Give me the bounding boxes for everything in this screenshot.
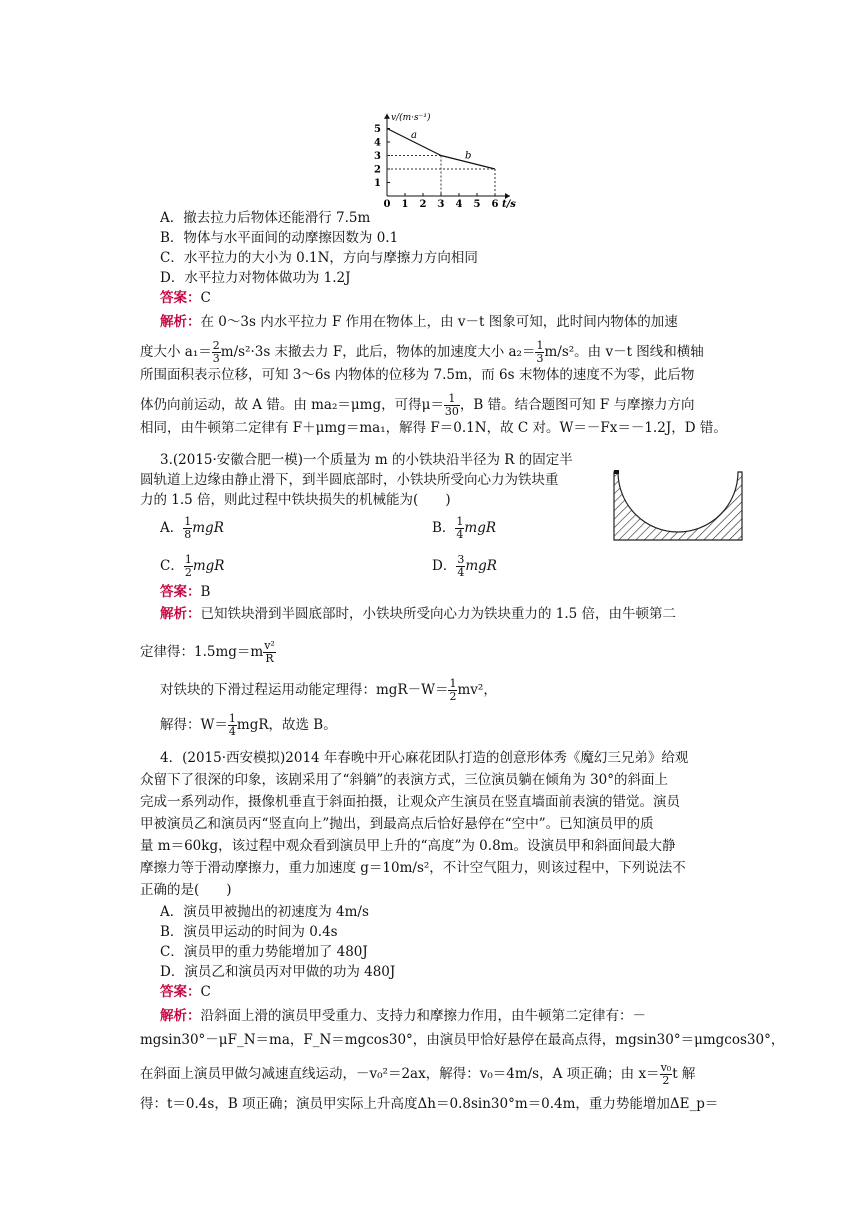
q4-option-c: C．演员甲的重力势能增加了 480J (160, 944, 368, 960)
numerator: 1 (444, 393, 460, 406)
text: m/s²。由 v－t 图线和横轴 (544, 344, 704, 360)
q3-option-d (432, 554, 497, 579)
text: 度大小 a₁＝ (140, 344, 212, 360)
q2-analysis-line-1 (160, 312, 678, 332)
q4-analysis-line-4: 得：t＝0.4s，B 项正确；演员甲实际上升高度Δh＝0.8sin30°m＝0.4m，重力势能增加ΔE_p＝ (140, 1096, 719, 1112)
q4-option-a: A．演员甲被抛出的初速度为 4m/s (160, 904, 369, 920)
denominator: 30 (444, 405, 459, 418)
q4-stem-2: 众留下了很深的印象，该剧采用了“斜躺”的表演方式，三位演员躺在倾角为 30°的斜面上 (140, 772, 669, 788)
q4-stem-1: 4．(2015·西安模拟)2014 年春晚中开心麻花团队打造的创意形体秀《魔幻三兄弟》给观 (160, 750, 689, 766)
denominator: 4 (228, 725, 236, 738)
q4-stem-7: 正确的是( ) (140, 882, 232, 898)
y-axis-label: v/(m·s⁻¹) (391, 112, 431, 123)
option-letter: D． (432, 558, 457, 574)
x-tick-label: 1 (401, 199, 409, 210)
series-label-a: a (411, 130, 417, 141)
q2-answer (160, 288, 211, 308)
q4-option-d: D．演员乙和演员丙对甲做的功为 480J (160, 964, 396, 980)
text: 解得：W＝ (160, 717, 228, 733)
y-tick-label: 4 (374, 137, 381, 149)
answer-label: 答案： (160, 584, 201, 600)
q4-stem-4: 甲被演员乙和演员丙“竖直向上”抛出，到最高点后恰好悬停在“空中”。已知演员甲的质 (140, 816, 654, 832)
q2-option-a: A．撤去拉力后物体还能滑行 7.5m (160, 210, 371, 226)
analysis-label: 解析： (160, 314, 201, 330)
semicircle-track-figure (612, 470, 744, 542)
numerator: 1 (536, 339, 544, 352)
q2-option-d: D．水平拉力对物体做功为 1.2J (160, 270, 351, 286)
answer-value: C (200, 290, 211, 306)
fraction (444, 393, 460, 418)
numerator: 3 (457, 553, 465, 566)
q4-analysis-line-2: mgsin30°－μF_N＝ma，F_N＝mgcos30°，由演员甲恰好悬停在最高点得，mgsin30°＝μmgcos30°， (140, 1032, 785, 1048)
q3-answer (160, 582, 210, 602)
analysis-label: 解析： (160, 606, 201, 622)
text: mgR (464, 520, 497, 536)
q4-stem-5: 量 m＝60kg，该过程中观众看到演员甲上升的“高度”为 0.8m。设演员甲和斜面间最大静 (140, 838, 676, 854)
q4-analysis-line-3 (140, 1062, 695, 1087)
text: mgR (192, 558, 225, 574)
denominator: 2 (184, 566, 192, 579)
q3-stem-2: 圆轨道上边缘由静止滑下，到半圆底部时，小铁块所受向心力为铁块重 (140, 472, 559, 488)
text: 体仍向前运动，故 A 错。由 ma₂＝μmg，可得μ＝ (140, 397, 444, 413)
text: mgR (465, 558, 497, 574)
q4-analysis-line-1 (160, 1006, 646, 1026)
x-tick-label: 6 (491, 199, 499, 210)
q4-stem-3: 完成一系列动作，摄像机垂直于斜面拍摄，让观众产生演员在竖直墙面前表演的错觉。演员 (140, 794, 680, 810)
x-tick-label: 5 (473, 199, 481, 210)
iron-block (614, 470, 619, 474)
text: 沿斜面上滑的演员甲受重力、支持力和摩擦力作用，由牛顿第二定律有：－ (200, 1008, 646, 1024)
text: t 解 (672, 1066, 696, 1082)
x-tick-label: 3 (437, 199, 445, 210)
denominator: 3 (536, 352, 544, 365)
q4-stem-6: 摩擦力等于滑动摩擦力，重力加速度 g＝10m/s²，不计空气阻力，则该过程中，下列说法不 (140, 860, 686, 876)
q3-analysis-line-4 (160, 713, 337, 738)
q4-answer (160, 982, 211, 1002)
denominator: 2 (449, 690, 457, 703)
fraction (263, 640, 276, 665)
x-tick-label: 4 (455, 199, 463, 210)
text: mgR (192, 520, 224, 536)
q3-option-c (160, 554, 224, 579)
denominator: 2 (662, 1074, 670, 1087)
denominator: 4 (457, 566, 465, 579)
y-axis-arrow (384, 114, 390, 119)
denominator: R (265, 652, 274, 665)
numerator: v₀ (660, 1061, 672, 1074)
denominator: 4 (456, 528, 464, 541)
q3-analysis-line-3 (160, 678, 497, 703)
answer-label: 答案： (160, 290, 201, 306)
text: 定律得：1.5mg＝m (140, 644, 264, 660)
y-tick-label: 2 (374, 164, 381, 176)
text: mgR，故选 B。 (236, 717, 337, 733)
text: 对铁块的下滑过程运用动能定理得：mgR－W＝ (160, 682, 449, 698)
x-tick-label: 0 (383, 199, 391, 210)
q3-stem-1: 3.(2015·安徽合肥一模)一个质量为 m 的小铁块沿半径为 R 的固定半 (160, 452, 573, 468)
answer-value: C (200, 984, 211, 1000)
series-label-b: b (465, 150, 472, 162)
q2-analysis-line-4 (140, 393, 695, 418)
option-letter: B． (432, 520, 456, 536)
y-tick-label: 3 (374, 151, 381, 162)
q3-option-a (160, 516, 224, 541)
y-tick-label: 5 (374, 124, 381, 135)
fraction (184, 554, 193, 579)
answer-label: 答案： (160, 984, 201, 1000)
numerator: 1 (184, 515, 192, 528)
q3-analysis-line-2 (140, 640, 276, 665)
numerator: 2 (212, 339, 220, 352)
q2-option-c: C．水平拉力的大小为 0.1N，方向与摩擦力方向相同 (160, 250, 478, 266)
fraction (183, 516, 192, 541)
text: 在 0～3s 内水平拉力 F 作用在物体上，由 v－t 图象可知，此时间内物体的加速 (200, 314, 678, 330)
numerator: 1 (228, 712, 236, 725)
fraction (660, 1062, 673, 1087)
fraction (456, 554, 465, 579)
denominator: 8 (184, 528, 192, 541)
text: ，B 错。结合题图可知 F 与摩擦力方向 (459, 397, 695, 413)
fraction (228, 713, 237, 738)
option-letter: C． (160, 558, 184, 574)
q3-analysis-line-1 (160, 604, 676, 624)
q3-stem-3: 力的 1.5 倍，则此过程中铁块损失的机械能为( ) (140, 492, 451, 508)
text: mv²， (457, 682, 497, 698)
text: m/s²·3s 末撤去力 F，此后，物体的加速度大小 a₂＝ (220, 344, 536, 360)
q4-option-b: B．演员甲运动的时间为 0.4s (160, 924, 338, 940)
fraction (212, 340, 221, 365)
q2-analysis-line-5: 相同，由牛顿第二定律有 F＋μmg＝ma₁，解得 F＝0.1N，故 C 对。W＝－Fx＝－1.2J，D 错。 (140, 420, 727, 436)
numerator: 1 (184, 553, 192, 566)
x-axis-label: t/s (502, 199, 516, 210)
q2-analysis-line-3: 所围面积表示位移，可知 3～6s 内物体的位移为 7.5m，而 6s 末物体的速度不为零，此后物 (140, 367, 695, 383)
vt-chart (365, 100, 525, 210)
numerator: v² (264, 639, 275, 652)
q2-option-b: B．物体与水平面间的动摩擦因数为 0.1 (160, 230, 399, 246)
answer-value: B (200, 584, 211, 600)
numerator: 1 (456, 515, 464, 528)
q3-option-b (432, 516, 496, 541)
q2-analysis-line-2 (140, 340, 704, 365)
analysis-label: 解析： (160, 1008, 201, 1024)
text: 在斜面上演员甲做匀减速直线运动，－v₀²＝2ax，解得：v₀＝4m/s，A 项正确；由 x＝ (140, 1066, 660, 1082)
numerator: 1 (449, 677, 457, 690)
option-letter: A． (160, 520, 184, 536)
denominator: 3 (212, 352, 220, 365)
y-tick-label: 1 (374, 178, 381, 189)
text: 已知铁块滑到半圆底部时，小铁块所受向心力为铁块重力的 1.5 倍，由牛顿第二 (200, 606, 677, 622)
x-tick-label: 2 (419, 199, 427, 210)
